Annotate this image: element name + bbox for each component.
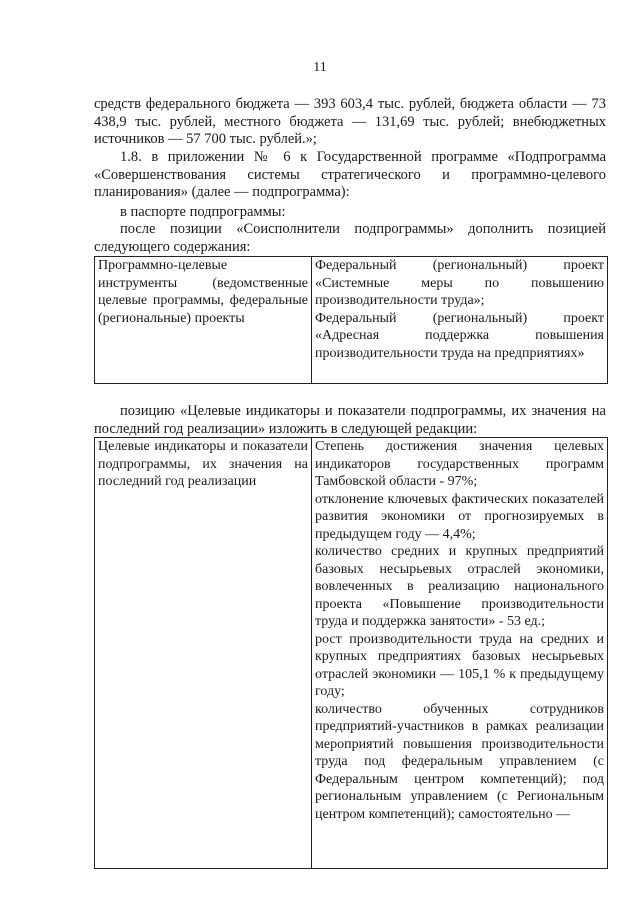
table2-left-text: Целевые индикаторы и показатели подпрограммы, их значения на последний год реализации: [98, 439, 308, 489]
table-program-instruments: [94, 256, 608, 384]
table-cell-left: [95, 438, 312, 869]
position-paragraph: позицию «Целевые индикаторы и показатели подпрограммы, их значения на последний год реализации» изложить в следующей редакции:: [94, 403, 606, 437]
table1-right-item: Федеральный (региональный) проект «Системные меры по повышению производительности труда»;: [315, 258, 604, 308]
table2-right-item: количество средних и крупных предприятий базовых несырьевых отраслей экономики, вовлеченных в реализацию национального проекта «Повышение производительности труда и поддержка занятости» - 53 ед.;: [315, 544, 604, 629]
table-target-indicators: [94, 437, 608, 869]
table1-left-text: Программно-целевые инструменты (ведомственные целевые программы, федеральные (региональные) проекты: [98, 258, 308, 326]
after-position-paragraph: после позиции «Соисполнители подпрограммы» дополнить позицией следующего содержания:: [94, 221, 606, 255]
table2-right-item: Степень достижения значения целевых индикаторов государственных программ Тамбовской области - 97%;: [315, 439, 604, 489]
passport-intro: в паспорте подпрограммы:: [120, 204, 286, 220]
table2-right-item: количество обученных сотрудников предприятий-участников в рамках реализации мероприятий повышения производительности труда под федеральным управлением (с Федеральным центром компетенций); под региональным управлением (с Региональным центром компетенций); самостоятельно —: [315, 701, 604, 822]
table1-right-item: Федеральный (региональный) проект «Адресная поддержка повышения производительности труда на предприятиях»: [315, 310, 604, 361]
table-row: [95, 438, 608, 869]
intro-paragraph: средств федерального бюджета — 393 603,4 тыс. рублей, бюджета области — 73 438,9 тыс. рублей, местного бюджета — 131,69 тыс. рублей; внебюджетных источников — 57 700 тыс. рублей.»;: [94, 96, 606, 147]
item-1-8-paragraph: 1.8. в приложении № 6 к Государственной программе «Подпрограмма «Совершенствования системы стратегического и программно-целевого планирования» (далее — подпрограмма):: [94, 149, 606, 200]
page-number: 11: [313, 60, 327, 75]
table-cell-right: [312, 257, 608, 384]
table-cell-right: [312, 438, 608, 869]
table2-right-item: рост производительности труда на средних и крупных предприятиях базовых несырьевых отраслей экономики — 105,1 % к предыдущему году;: [315, 631, 604, 699]
table-row: [95, 257, 608, 384]
table2-right-item: отклонение ключевых фактических показателей развития экономики от прогнозируемых в предыдущем году — 4,4%;: [315, 491, 604, 542]
table-cell-left: [95, 257, 312, 384]
